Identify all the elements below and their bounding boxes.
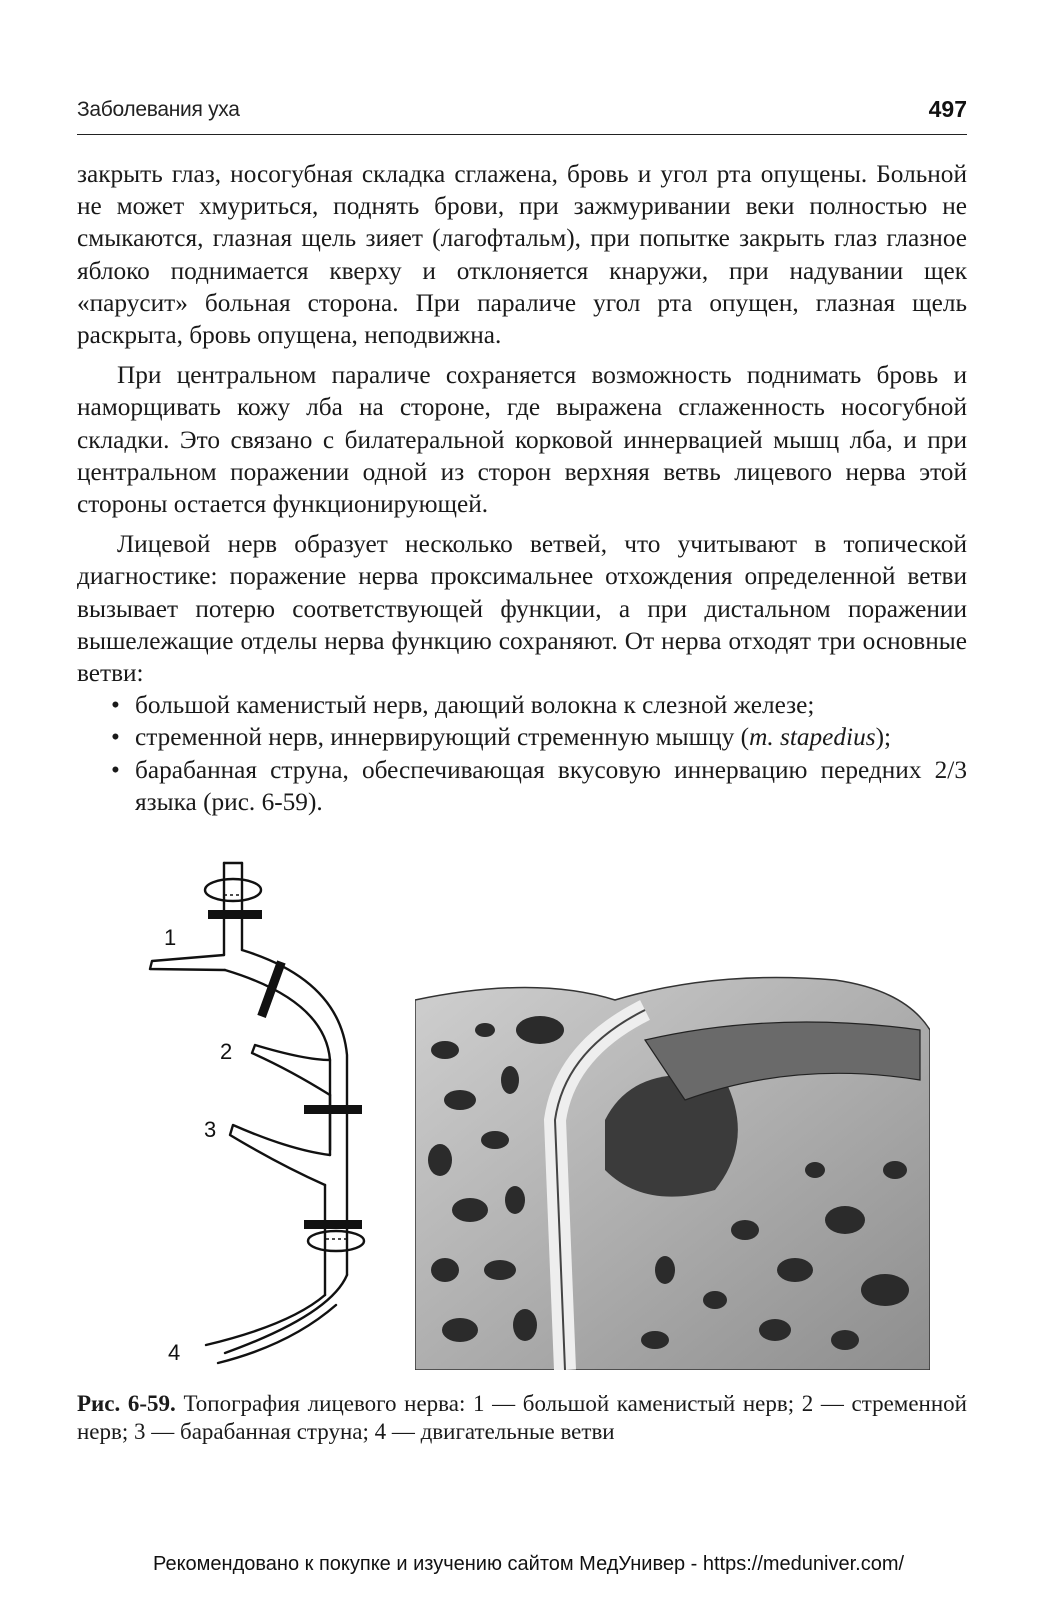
bullet-icon: • xyxy=(111,755,120,784)
body-text xyxy=(77,158,967,818)
bullet-icon: • xyxy=(111,723,120,752)
footer-note: Рекомендовано к покупке и изучению сайтом МедУнивер - https://meduniver.com/ xyxy=(153,1553,905,1575)
page-header xyxy=(77,96,967,135)
page-number: 497 xyxy=(928,96,967,122)
list-item-tail: ); xyxy=(875,723,892,752)
section-title: Заболевания уха xyxy=(77,98,240,121)
temporal-bone-illustration xyxy=(415,970,930,1370)
figure-6-59 xyxy=(140,855,930,1375)
list-item xyxy=(77,721,967,753)
list-item xyxy=(77,689,967,721)
label-2: 2 xyxy=(220,1039,233,1064)
list-item-text: большой каменистый нерв, дающий волокна к слезной железе; xyxy=(135,691,815,720)
latin-term: m. stapedius xyxy=(749,723,876,752)
figure-caption xyxy=(77,1390,967,1446)
label-1: 1 xyxy=(164,925,177,950)
paragraph-2: При центральном параличе сохраняется возможность поднимать бровь и наморщивать кожу лба на стороне, где выражена сглаженность носогубной складки. Это связано с билатеральной корковой иннервацией мышц лба, и при центральном поражении одной из сторон верхняя ветвь лицевого нерва этой стороны остается функционирующей. xyxy=(77,361,967,519)
caption-label: Рис. 6-59. xyxy=(77,1391,176,1416)
paragraph-3: Лицевой нерв образует несколько ветвей, что учитывают в топической диагностике: поражение нерва проксимальнее отхождения определенной ветви вызывает потерю соответствующей функции, а при дистальном поражении вышележащие отделы нерва функцию сохраняют. От нерва отходят три основные ветви: xyxy=(77,530,967,688)
paragraph-1: закрыть глаз, носогубная складка сглажена, бровь и угол рта опущены. Больной не может хмуриться, поднять брови, при зажмуривании веки полностью не смыкаются, глазная щель зияет (лагофтальм), при попытке закрыть глаз глазное яблоко поднимается кверху и отклоняется кнаружи, при надувании щек «парусит» больная сторона. При параличе угол рта опущен, глазная щель раскрыта, бровь опущена, неподвижна. xyxy=(77,160,967,350)
label-4: 4 xyxy=(168,1340,181,1365)
list-item-text: стременной нерв, иннервирующий стременную мышцу ( xyxy=(135,723,750,752)
caption-text: Топография лицевого нерва: 1 — большой каменистый нерв; 2 — стременной нерв; 3 — барабанная струна; 4 — двигательные ветви xyxy=(77,1391,967,1444)
list-item-text: барабанная струна, обеспечивающая вкусовую иннервацию передних 2/3 языка (рис. 6-59). xyxy=(135,755,967,816)
bullet-icon: • xyxy=(111,691,120,720)
nerve-branch-scheme xyxy=(140,855,370,1375)
list-item xyxy=(77,754,967,818)
branch-list xyxy=(77,689,967,818)
label-3: 3 xyxy=(204,1117,217,1142)
